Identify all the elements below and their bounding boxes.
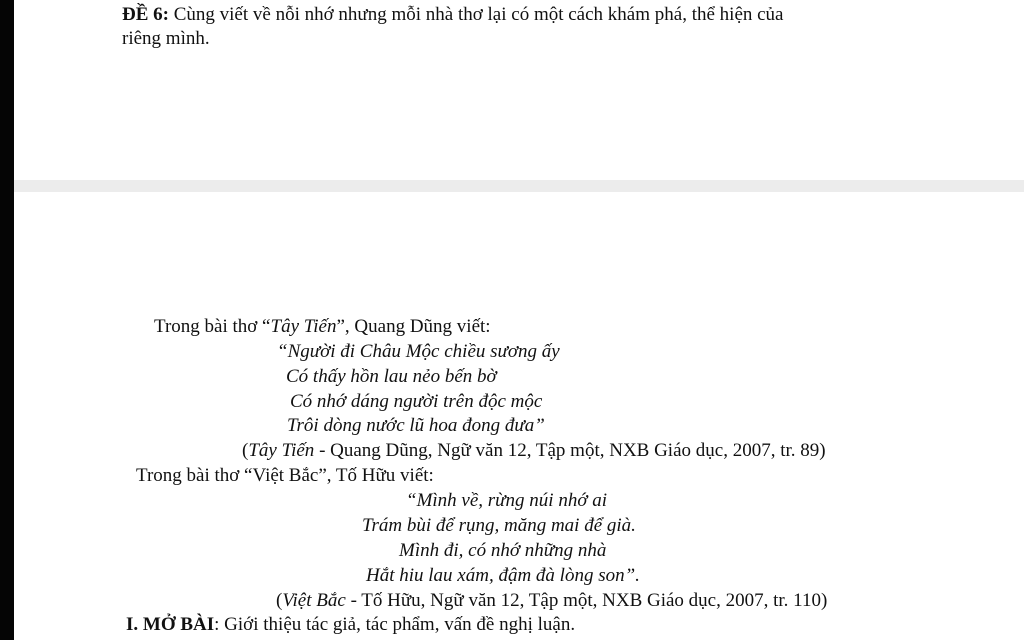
viet-bac-verse-2: Trám bùi để rụng, măng mai để già. [362, 515, 636, 536]
tay-tien-verse-2: Có thấy hồn lau nẻo bến bờ [286, 366, 497, 387]
de6-line-2: riêng mình. [122, 28, 210, 49]
viet-bac-citation-title: Việt Bắc [282, 590, 346, 611]
document-page [14, 0, 1024, 640]
tay-tien-verse-3: Có nhớ dáng người trên độc mộc [290, 391, 543, 412]
viet-bac-citation-open: ( [276, 590, 283, 611]
tay-tien-intro [154, 316, 491, 338]
de6-label: ĐỀ 6: [122, 4, 169, 25]
page-break-band [14, 180, 1024, 192]
viet-bac-verse-4: Hắt hiu lau xám, đậm đà lòng son”. [366, 565, 640, 586]
left-black-bar [0, 0, 14, 640]
mo-bai-label: I. MỞ BÀI [126, 614, 215, 635]
tay-tien-citation-rest: - Quang Dũng, Ngữ văn 12, Tập một, NXB Giáo dục, 2007, tr. 89) [314, 440, 826, 461]
viet-bac-citation [276, 590, 827, 612]
viet-bac-citation-rest: - Tố Hữu, Ngữ văn 12, Tập một, NXB Giáo dục, 2007, tr. 110) [345, 590, 828, 611]
tay-tien-intro-title: Tây Tiến [270, 316, 337, 337]
viet-bac-intro: Trong bài thơ “Việt Bắc”, Tố Hữu viết: [136, 465, 434, 486]
tay-tien-verse-4: Trôi dòng nước lũ hoa đong đưa” [287, 415, 545, 436]
tay-tien-verse-1: “Người đi Châu Mộc chiều sương ấy [277, 341, 560, 362]
tay-tien-intro-suffix: ”, Quang Dũng viết: [336, 316, 491, 337]
mo-bai-heading [126, 614, 575, 636]
viet-bac-verse-1: “Mình về, rừng núi nhớ ai [406, 490, 607, 511]
tay-tien-intro-prefix: Trong bài thơ “ [154, 316, 271, 337]
de6-text-line1: Cùng viết về nỗi nhớ nhưng mỗi nhà thơ lại có một cách khám phá, thể hiện của [168, 4, 784, 25]
tay-tien-citation-open: ( [242, 440, 249, 461]
mo-bai-text: : Giới thiệu tác giả, tác phẩm, vấn đề nghị luận. [214, 614, 576, 635]
de6-line-1 [122, 4, 784, 26]
viet-bac-verse-3: Mình đi, có nhớ những nhà [399, 540, 607, 561]
tay-tien-citation [242, 440, 826, 462]
tay-tien-citation-title: Tây Tiến [248, 440, 315, 461]
